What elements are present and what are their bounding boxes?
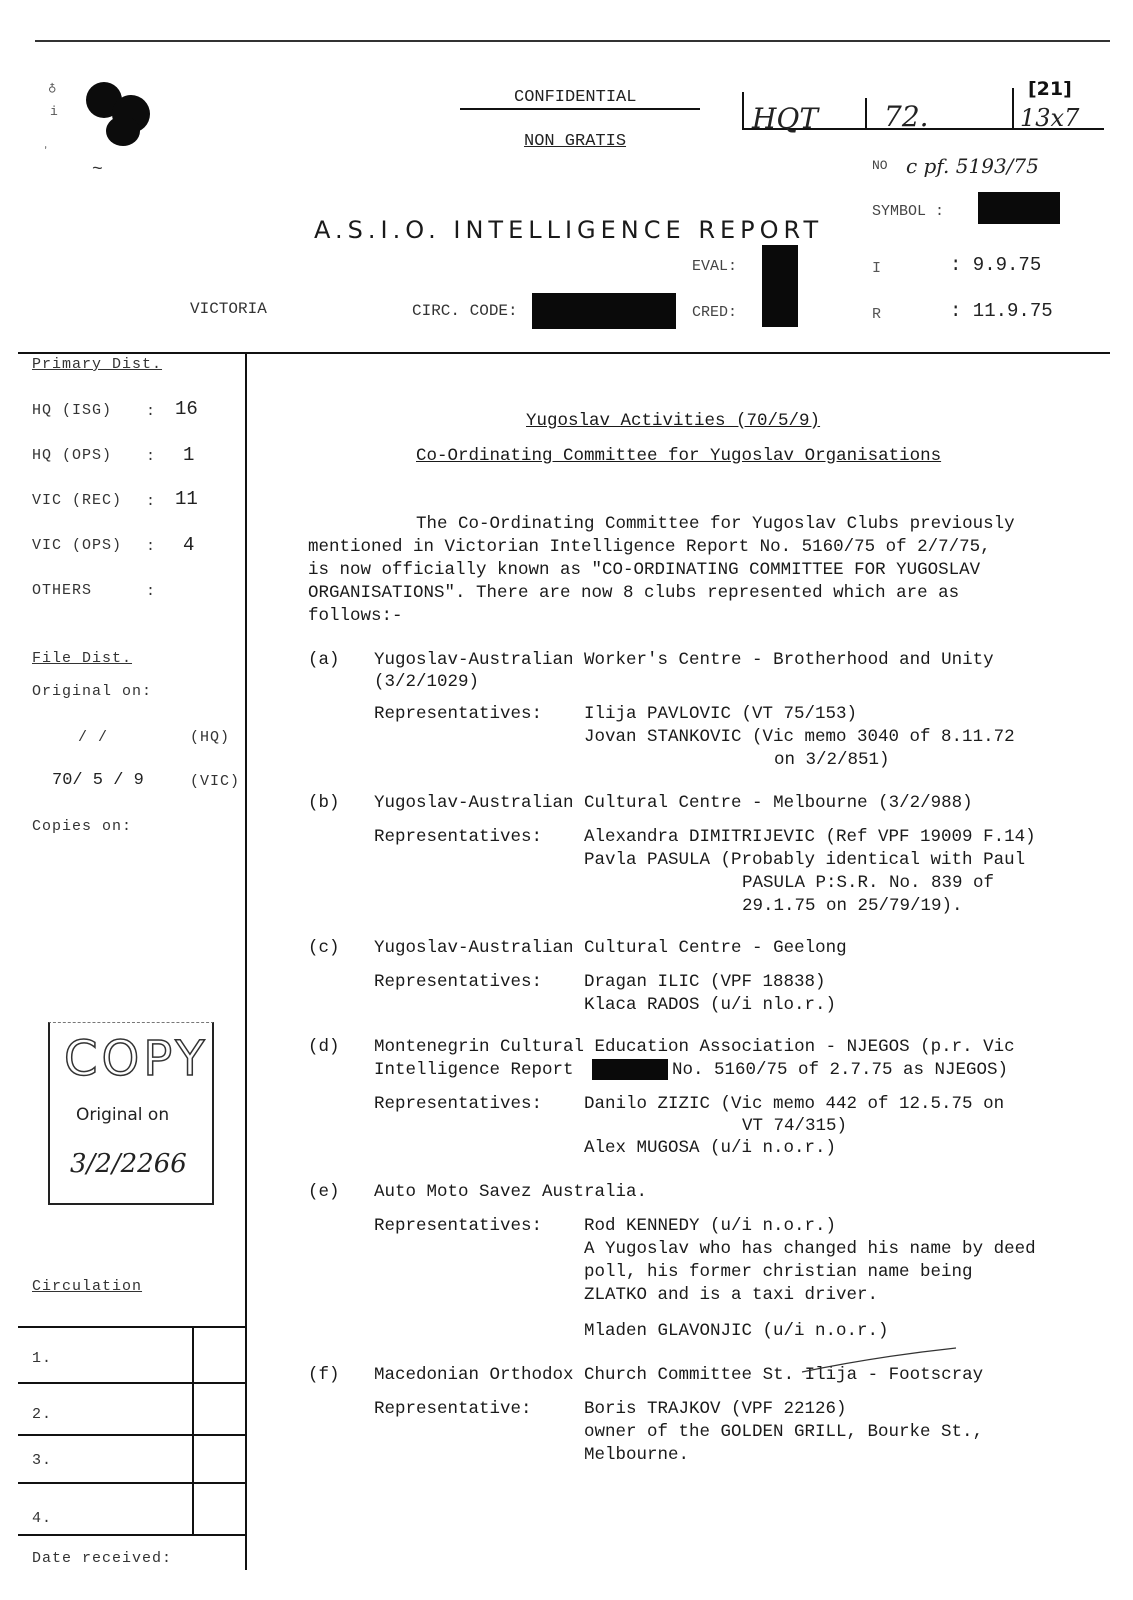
heading-committee: Co-Ordinating Committee for Yugoslav Organisations — [416, 446, 942, 466]
representatives-label: Representatives: — [374, 1094, 543, 1114]
representative-line: A Yugoslav who has changed his name by deed — [584, 1239, 1036, 1259]
stamp-copy-text: COPY — [64, 1031, 209, 1087]
pen-stroke — [800, 1346, 960, 1376]
ref-box-left — [742, 92, 744, 130]
primary-dist-title: Primary Dist. — [32, 356, 163, 373]
circ-rule — [18, 1482, 246, 1484]
primary-dist-label: HQ (OPS) — [32, 447, 113, 464]
intro-line: mentioned in Victorian Intelligence Report No. 5160/75 of 2/7/75, — [308, 537, 991, 557]
intro-line: is now officially known as "CO-ORDINATING COMMITTEE FOR YUGOSLAV — [308, 560, 981, 580]
representative-line: VT 74/315) — [742, 1116, 848, 1136]
item-letter: (d) — [308, 1037, 340, 1057]
copies-on-label: Copies on: — [32, 818, 133, 835]
primary-dist-label: HQ (ISG) — [32, 402, 113, 419]
representatives-label: Representative: — [374, 1399, 532, 1419]
representative-line: owner of the GOLDEN GRILL, Bourke St., — [584, 1422, 984, 1442]
r-date: : 11.9.75 — [950, 300, 1053, 322]
vic-file-tag: (VIC) — [190, 773, 241, 790]
handwritten-ref-1: HQT — [752, 102, 819, 135]
primary-dist-sep: : — [146, 583, 157, 600]
report-title: A.S.I.O. INTELLIGENCE REPORT — [314, 216, 824, 244]
representative-line: Pavla PASULA (Probably identical with Paul — [584, 850, 1026, 870]
margin-mark: ♁ — [48, 81, 57, 97]
circ-row-label: 3. — [32, 1452, 53, 1469]
i-label: I — [872, 260, 882, 277]
margin-mark: ~ — [92, 160, 103, 180]
primary-dist-label: OTHERS — [32, 582, 93, 599]
report-no-redaction — [592, 1059, 668, 1080]
org-name: Yugoslav-Australian Cultural Centre - Geelong — [374, 938, 847, 958]
vic-file-ref: 70/ 5 / 9 — [52, 771, 144, 790]
header-rule — [18, 352, 1110, 354]
org-ref: (3/2/1029) — [374, 672, 480, 692]
date-received-label: Date received: — [32, 1550, 173, 1567]
circ-rule — [18, 1534, 246, 1536]
ink-blot — [106, 116, 140, 146]
no-value: c pf. 5193/75 — [906, 154, 1039, 178]
representative-line: Danilo ZIZIC (Vic memo 442 of 12.5.75 on — [584, 1094, 1005, 1114]
representative-line: 29.1.75 on 25/79/19). — [742, 896, 963, 916]
item-letter: (a) — [308, 650, 340, 670]
eval-cred-redaction — [762, 245, 798, 327]
circ-row-label: 1. — [32, 1350, 53, 1367]
representative-line: Alex MUGOSA (u/i n.o.r.) — [584, 1138, 837, 1158]
item-letter: (c) — [308, 938, 340, 958]
r-label: R — [872, 306, 882, 323]
primary-dist-label: VIC (OPS) — [32, 537, 123, 554]
representatives-label: Representatives: — [374, 704, 543, 724]
org-name: Auto Moto Savez Australia. — [374, 1182, 648, 1202]
org-name: Macedonian Orthodox Church Committee St. Ilija - Footscray — [374, 1365, 984, 1385]
primary-dist-sep: : — [146, 493, 157, 510]
representative-line: Alexandra DIMITRIJEVIC (Ref VPF 19009 F.14) — [584, 827, 1036, 847]
hq-file-tag: (HQ) — [190, 729, 231, 746]
representative-line: ZLATKO and is a taxi driver. — [584, 1285, 879, 1305]
original-on-label: Original on: — [32, 683, 153, 700]
circ-col-rule — [192, 1326, 194, 1536]
ref-box-mid — [865, 98, 867, 130]
handling: NON GRATIS — [524, 132, 627, 151]
item-letter: (e) — [308, 1182, 340, 1202]
intro-line: The Co-Ordinating Committee for Yugoslav Clubs previously — [416, 514, 1015, 534]
region: VICTORIA — [190, 300, 267, 318]
representative-line: Klaca RADOS (u/i nlo.r.) — [584, 995, 837, 1015]
handwritten-ref-2: 72. — [884, 100, 929, 133]
copy-stamp — [48, 1022, 214, 1205]
file-dist-title: File Dist. — [32, 650, 133, 667]
hq-file-ref: / / — [78, 729, 109, 746]
top-rule — [35, 40, 1110, 42]
handwritten-ref-3: 13x7 — [1020, 104, 1080, 132]
circ-row-label: 2. — [32, 1406, 53, 1423]
i-date: : 9.9.75 — [950, 254, 1042, 276]
primary-dist-sep: : — [146, 403, 157, 420]
circ-row-label: 4. — [32, 1510, 53, 1527]
item-letter: (b) — [308, 793, 340, 813]
sidebar-rule — [245, 352, 247, 1570]
representative-line: Boris TRAJKOV (VPF 22126) — [584, 1399, 847, 1419]
primary-dist-sep: : — [146, 448, 157, 465]
heading-activities: Yugoslav Activities (70/5/9) — [526, 411, 821, 431]
page-tag: [21] — [1028, 78, 1072, 100]
margin-mark: i — [50, 104, 58, 119]
representative-line: Ilija PAVLOVIC (VT 75/153) — [584, 704, 858, 724]
eval-label: EVAL: — [692, 258, 738, 275]
representative-line: Melbourne. — [584, 1445, 690, 1465]
representatives-label: Representatives: — [374, 1216, 543, 1236]
org-name: Yugoslav-Australian Cultural Centre - Melbourne (3/2/988) — [374, 793, 973, 813]
stamp-original-on: Original on — [76, 1105, 170, 1125]
org-name-cont: Intelligence Report — [374, 1060, 574, 1080]
classification-rule — [460, 108, 700, 110]
primary-dist-count: 11 — [175, 488, 198, 510]
intro-line: ORGANISATIONS". There are now 8 clubs represented which are as — [308, 583, 960, 603]
cred-label: CRED: — [692, 304, 738, 321]
circ-code-label: CIRC. CODE: — [412, 302, 518, 320]
representative-line: Rod KENNEDY (u/i n.o.r.) — [584, 1216, 837, 1236]
margin-mark: ʼ — [42, 145, 50, 159]
representative-line: Dragan ILIC (VPF 18838) — [584, 972, 826, 992]
item-letter: (f) — [308, 1365, 340, 1385]
circ-rule — [18, 1326, 246, 1328]
primary-dist-count: 1 — [183, 444, 195, 466]
primary-dist-count: 16 — [175, 398, 198, 420]
representative-line: Mladen GLAVONJIC (u/i n.o.r.) — [584, 1321, 889, 1341]
org-name: Yugoslav-Australian Worker's Centre - Brotherhood and Unity — [374, 650, 994, 670]
symbol-redaction — [978, 192, 1060, 224]
primary-dist-label: VIC (REC) — [32, 492, 123, 509]
stamp-ref: 3/2/2266 — [70, 1149, 187, 1179]
org-name-cont: No. 5160/75 of 2.7.75 as NJEGOS) — [672, 1060, 1009, 1080]
representatives-label: Representatives: — [374, 972, 543, 992]
representative-line: Jovan STANKOVIC (Vic memo 3040 of 8.11.72 — [584, 727, 1015, 747]
circ-rule — [18, 1434, 246, 1436]
representative-line: PASULA P:S.R. No. 839 of — [742, 873, 995, 893]
primary-dist-count: 4 — [183, 534, 195, 556]
ref-box-right — [1012, 88, 1014, 130]
representative-line: on 3/2/851) — [774, 750, 890, 770]
circ-code-redaction — [532, 293, 676, 329]
circulation-title: Circulation — [32, 1278, 143, 1295]
primary-dist-sep: : — [146, 538, 157, 555]
circ-rule — [18, 1382, 246, 1384]
symbol-label: SYMBOL : — [872, 203, 945, 220]
representative-line: poll, his former christian name being — [584, 1262, 973, 1282]
representatives-label: Representatives: — [374, 827, 543, 847]
intro-line: follows:- — [308, 606, 403, 626]
classification: CONFIDENTIAL — [514, 88, 637, 107]
org-name: Montenegrin Cultural Education Association - NJEGOS (p.r. Vic — [374, 1037, 1015, 1057]
no-label: NO — [872, 158, 888, 173]
